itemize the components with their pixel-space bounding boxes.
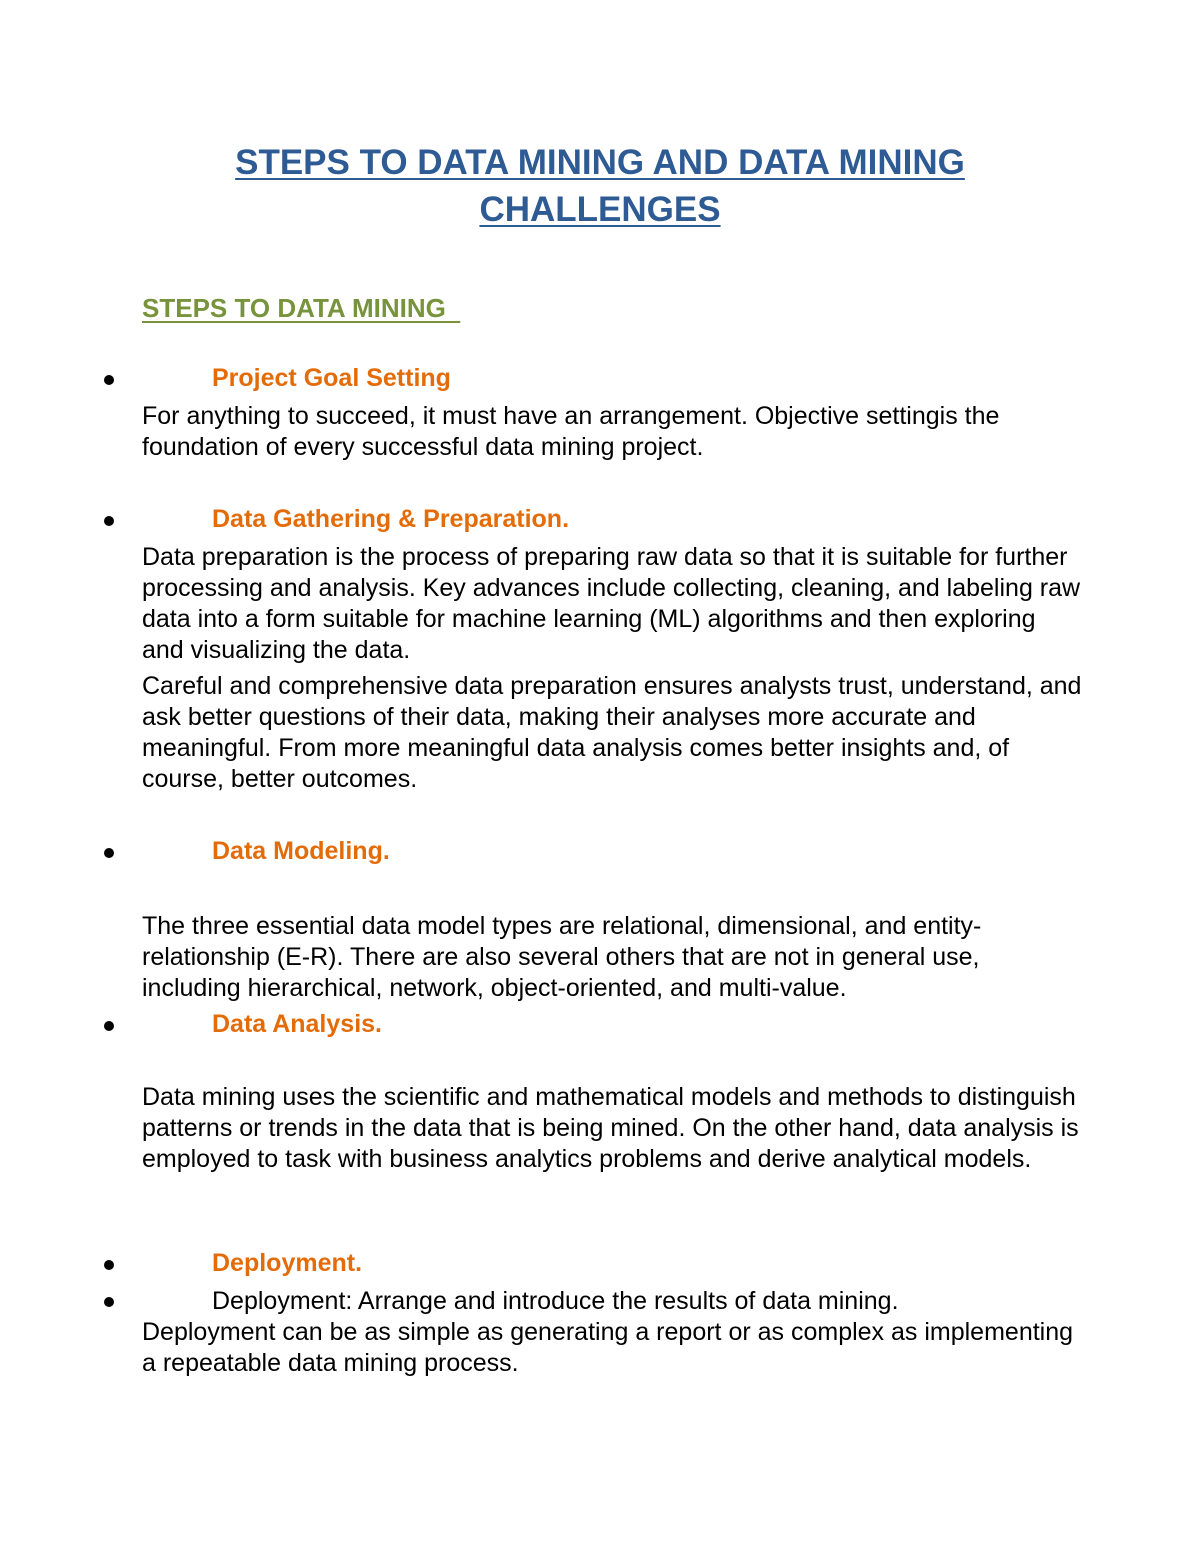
- step-heading-data-gathering: Data Gathering & Preparation.: [212, 505, 570, 533]
- bullet-icon: [104, 848, 114, 858]
- step-heading-data-modeling: Data Modeling.: [212, 837, 390, 865]
- step-heading-data-analysis: Data Analysis.: [212, 1010, 382, 1038]
- bullet-icon: [104, 375, 114, 385]
- step-paragraph-data-modeling: The three essential data model types are relational, dimensional, and entity-relationship (E-R). There are also several others that are not in general use, including hierarchical, network, object-oriented, and multi-value.: [142, 912, 982, 1002]
- step-paragraph-data-preparation: Data preparation is the process of preparing raw data so that it is suitable for further processing and analysis. Key advances include collecting, cleaning, and labeling raw data into a form suitable for machine learning (ML) algorithms and then exploring and visualizing the data.: [142, 543, 1081, 664]
- document-title-line-2: CHALLENGES: [479, 190, 721, 229]
- step-paragraph-data-analysis: Data mining uses the scientific and mathematical models and methods to distinguish patterns or trends in the data that is being mined. On the other hand, data analysis is employed to task with business analytics problems and derive analytical models.: [142, 1083, 1079, 1173]
- bullet-icon: [104, 516, 114, 526]
- bullet-icon: [104, 1260, 114, 1270]
- document-title-line-1: STEPS TO DATA MINING AND DATA MINING: [235, 143, 965, 182]
- step-heading-deployment: Deployment.: [212, 1249, 363, 1277]
- step-heading-goal-setting: Project Goal Setting: [212, 364, 451, 392]
- step-paragraph-goal-setting: For anything to succeed, it must have an arrangement. Objective settingis the foundation of every successful data mining project.: [142, 402, 1000, 461]
- bullet-icon: [104, 1021, 114, 1031]
- step-paragraph-careful-preparation: Careful and comprehensive data preparation ensures analysts trust, understand, and ask better questions of their data, making their analyses more accurate and meaningful. From more meaningful data analysis comes better insights and, of course, better outcomes.: [142, 672, 1082, 793]
- bullet-icon: [104, 1297, 114, 1307]
- section-title: STEPS TO DATA MINING: [142, 293, 461, 323]
- deployment-detail-first-line: Deployment: Arrange and introduce the results of data mining.: [212, 1287, 899, 1315]
- deployment-detail-rest: Deployment can be as simple as generating a report or as complex as implementing a repeatable data mining process.: [142, 1318, 1074, 1377]
